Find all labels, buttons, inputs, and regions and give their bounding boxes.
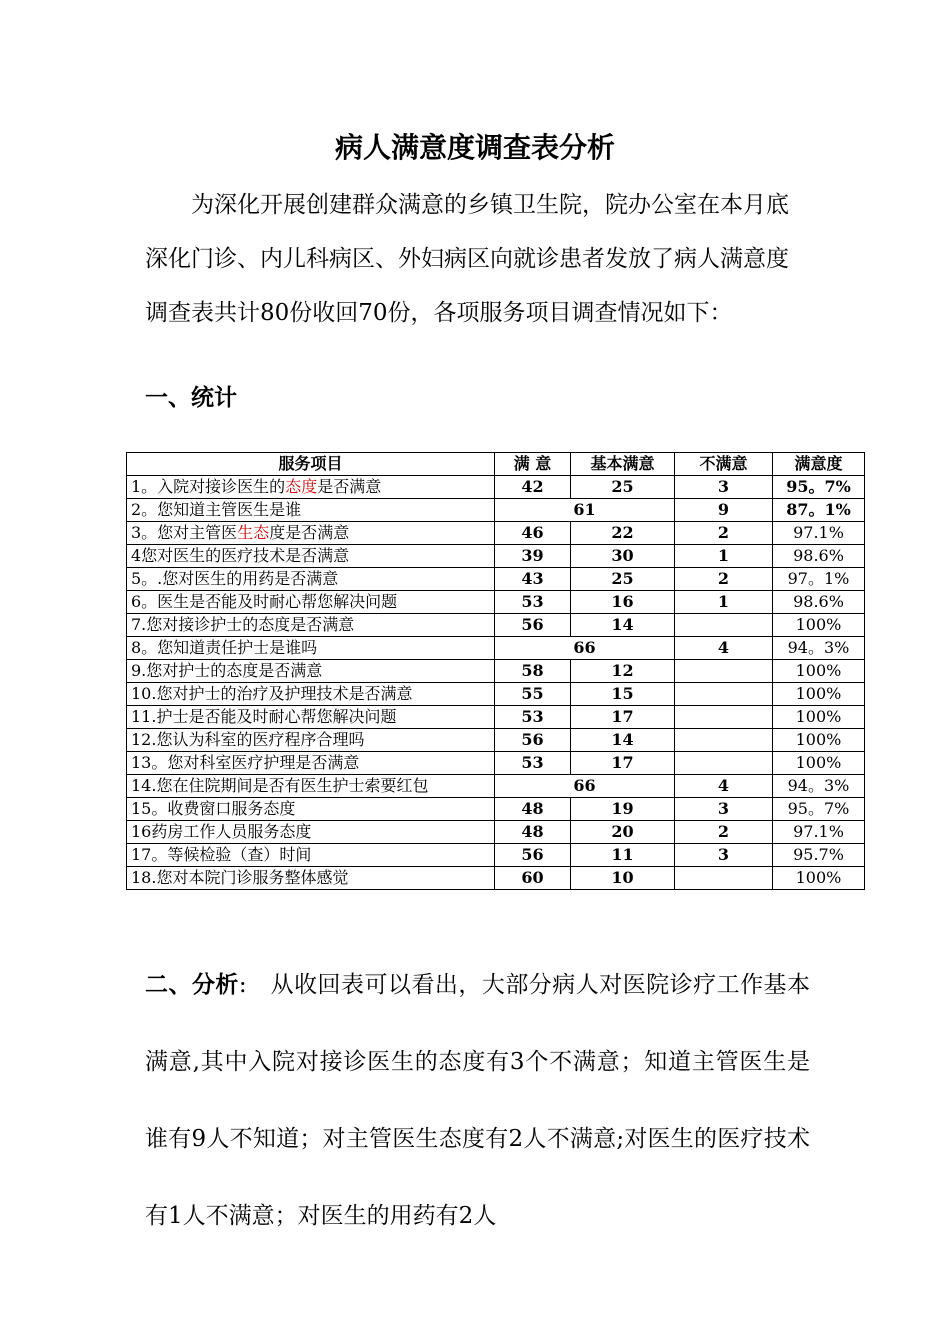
satisfaction-rate-cell: 100%	[773, 660, 865, 683]
item-text: 11.护士是否能及时耐心帮您解决问题	[131, 707, 397, 726]
table-row	[127, 683, 865, 706]
satisfaction-rate-cell: 100%	[773, 867, 865, 890]
service-item-cell	[127, 499, 495, 522]
header-basically-satisfied: 基本满意	[571, 453, 675, 476]
satisfaction-rate-cell: 94。3%	[773, 637, 865, 660]
item-text: 1。入院对接诊医生的	[131, 477, 286, 496]
service-item-cell	[127, 867, 495, 890]
table-row	[127, 867, 865, 890]
item-text: 2。您知道主管医生是谁	[131, 500, 302, 519]
satisfaction-rate-cell: 87。1%	[773, 499, 865, 522]
unsatisfied-cell	[675, 614, 773, 637]
basically-satisfied-cell: 17	[571, 752, 675, 775]
table-row	[127, 660, 865, 683]
item-text: 5。.您对医生的用药是否满意	[131, 569, 339, 588]
item-text: 15。收费窗口服务态度	[131, 799, 296, 818]
basically-satisfied-cell: 17	[571, 706, 675, 729]
unsatisfied-cell: 2	[675, 522, 773, 545]
satisfaction-rate-cell: 95。7%	[773, 476, 865, 499]
item-highlight: 生态	[237, 523, 270, 542]
analysis-text: : 从收回表可以看出，大部分病人对医院诊疗工作基本满意,其中入院对接诊医生的态度有3个不满意；知道主管医生是谁有9人不知道；对主管医生态度有2人不满意;对医生的医疗技术有1人不满意；对医生的用药有2人	[145, 972, 811, 1229]
item-text: 10.您对护士的治疗及护理技术是否满意	[131, 684, 413, 703]
unsatisfied-cell: 3	[675, 844, 773, 867]
satisfied-cell: 56	[495, 844, 571, 867]
basically-satisfied-cell: 25	[571, 476, 675, 499]
item-text: 4您对医生的医疗技术是否满意	[131, 546, 350, 565]
service-item-cell	[127, 729, 495, 752]
satisfaction-rate-cell: 100%	[773, 752, 865, 775]
item-text: 6。医生是否能及时耐心帮您解决问题	[131, 592, 398, 611]
table-row	[127, 522, 865, 545]
table-row	[127, 844, 865, 867]
merged-satisfied-cell: 61	[495, 499, 675, 522]
item-text: 7.您对接诊护士的态度是否满意	[131, 615, 355, 634]
satisfaction-rate-cell: 95。7%	[773, 798, 865, 821]
item-text: 12.您认为科室的医疗程序合理吗	[131, 730, 365, 749]
satisfaction-rate-cell: 97.1%	[773, 522, 865, 545]
header-satisfied: 满 意	[495, 453, 571, 476]
table-row	[127, 545, 865, 568]
service-item-cell	[127, 683, 495, 706]
service-item-cell	[127, 614, 495, 637]
table-row	[127, 614, 865, 637]
table-row	[127, 821, 865, 844]
item-text: 16药房工作人员服务态度	[131, 822, 312, 841]
satisfied-cell: 53	[495, 591, 571, 614]
unsatisfied-cell: 3	[675, 798, 773, 821]
unsatisfied-cell	[675, 729, 773, 752]
satisfied-cell: 53	[495, 706, 571, 729]
unsatisfied-cell: 4	[675, 775, 773, 798]
unsatisfied-cell	[675, 752, 773, 775]
service-item-cell	[127, 844, 495, 867]
service-item-cell	[127, 798, 495, 821]
satisfied-cell: 46	[495, 522, 571, 545]
satisfaction-rate-cell: 95.7%	[773, 844, 865, 867]
item-text-tail: 度是否满意	[269, 523, 350, 542]
basically-satisfied-cell: 14	[571, 614, 675, 637]
service-item-cell	[127, 637, 495, 660]
basically-satisfied-cell: 22	[571, 522, 675, 545]
satisfaction-rate-cell: 100%	[773, 729, 865, 752]
basically-satisfied-cell: 14	[571, 729, 675, 752]
service-item-cell	[127, 545, 495, 568]
item-text: 14.您在住院期间是否有医生护士索要红包	[131, 776, 429, 795]
service-item-cell	[127, 706, 495, 729]
table-row	[127, 775, 865, 798]
satisfaction-rate-cell: 98.6%	[773, 591, 865, 614]
satisfaction-rate-cell: 98.6%	[773, 545, 865, 568]
service-item-cell	[127, 591, 495, 614]
item-text: 17。等候检验（查）时间	[131, 845, 312, 864]
header-unsatisfied: 不满意	[675, 453, 773, 476]
unsatisfied-cell	[675, 683, 773, 706]
unsatisfied-cell: 4	[675, 637, 773, 660]
satisfied-cell: 48	[495, 798, 571, 821]
satisfied-cell: 43	[495, 568, 571, 591]
merged-satisfied-cell: 66	[495, 637, 675, 660]
intro-paragraph: 为深化开展创建群众满意的乡镇卫生院，院办公室在本月底深化门诊、内儿科病区、外妇病区向就诊患者发放了病人满意度调查表共计80份收回70份，各项服务项目调查情况如下：	[145, 192, 789, 326]
table-row	[127, 798, 865, 821]
satisfaction-rate-cell: 100%	[773, 706, 865, 729]
basically-satisfied-cell: 11	[571, 844, 675, 867]
header-service-item: 服务项目	[127, 453, 495, 476]
analysis-heading: 二、分析	[145, 972, 239, 998]
satisfaction-rate-cell: 97。1%	[773, 568, 865, 591]
unsatisfied-cell	[675, 867, 773, 890]
basically-satisfied-cell: 20	[571, 821, 675, 844]
unsatisfied-cell: 1	[675, 591, 773, 614]
basically-satisfied-cell: 25	[571, 568, 675, 591]
service-item-cell	[127, 476, 495, 499]
satisfied-cell: 48	[495, 821, 571, 844]
merged-satisfied-cell: 66	[495, 775, 675, 798]
table-row	[127, 591, 865, 614]
basically-satisfied-cell: 19	[571, 798, 675, 821]
satisfied-cell: 56	[495, 614, 571, 637]
basically-satisfied-cell: 15	[571, 683, 675, 706]
unsatisfied-cell: 2	[675, 821, 773, 844]
table-row	[127, 752, 865, 775]
satisfaction-rate-cell: 100%	[773, 683, 865, 706]
item-text-tail: 是否满意	[317, 477, 382, 496]
satisfied-cell: 56	[495, 729, 571, 752]
item-text: 9.您对护士的态度是否满意	[131, 661, 323, 680]
service-item-cell	[127, 660, 495, 683]
unsatisfied-cell: 1	[675, 545, 773, 568]
satisfaction-rate-cell: 97.1%	[773, 821, 865, 844]
item-text: 13。您对科室医疗护理是否满意	[131, 753, 360, 772]
item-text: 3。您对主管医	[131, 523, 238, 542]
item-text: 18.您对本院门诊服务整体感觉	[131, 868, 349, 887]
service-item-cell	[127, 821, 495, 844]
service-item-cell	[127, 522, 495, 545]
service-item-cell	[127, 752, 495, 775]
satisfied-cell: 60	[495, 867, 571, 890]
basically-satisfied-cell: 16	[571, 591, 675, 614]
basically-satisfied-cell: 12	[571, 660, 675, 683]
service-item-cell	[127, 775, 495, 798]
table-row	[127, 476, 865, 499]
satisfaction-rate-cell: 94。3%	[773, 775, 865, 798]
satisfied-cell: 39	[495, 545, 571, 568]
satisfied-cell: 42	[495, 476, 571, 499]
table-row	[127, 499, 865, 522]
basically-satisfied-cell: 30	[571, 545, 675, 568]
satisfied-cell: 58	[495, 660, 571, 683]
satisfaction-table	[126, 452, 865, 890]
satisfaction-rate-cell: 100%	[773, 614, 865, 637]
header-satisfaction-rate: 满意度	[773, 453, 865, 476]
unsatisfied-cell: 3	[675, 476, 773, 499]
table-row	[127, 729, 865, 752]
analysis-paragraph	[145, 947, 810, 1255]
service-item-cell	[127, 568, 495, 591]
table-row	[127, 568, 865, 591]
unsatisfied-cell: 2	[675, 568, 773, 591]
unsatisfied-cell: 9	[675, 499, 773, 522]
document-title: 病人满意度调查表分析	[334, 131, 615, 164]
item-text: 8。您知道责任护士是谁吗	[131, 638, 318, 657]
table-header-row	[127, 453, 865, 476]
basically-satisfied-cell: 10	[571, 867, 675, 890]
satisfied-cell: 53	[495, 752, 571, 775]
satisfied-cell: 55	[495, 683, 571, 706]
item-highlight: 态度	[285, 477, 318, 496]
table-row	[127, 706, 865, 729]
unsatisfied-cell	[675, 706, 773, 729]
table-row	[127, 637, 865, 660]
unsatisfied-cell	[675, 660, 773, 683]
section-heading-statistics: 一、统计	[145, 385, 237, 411]
